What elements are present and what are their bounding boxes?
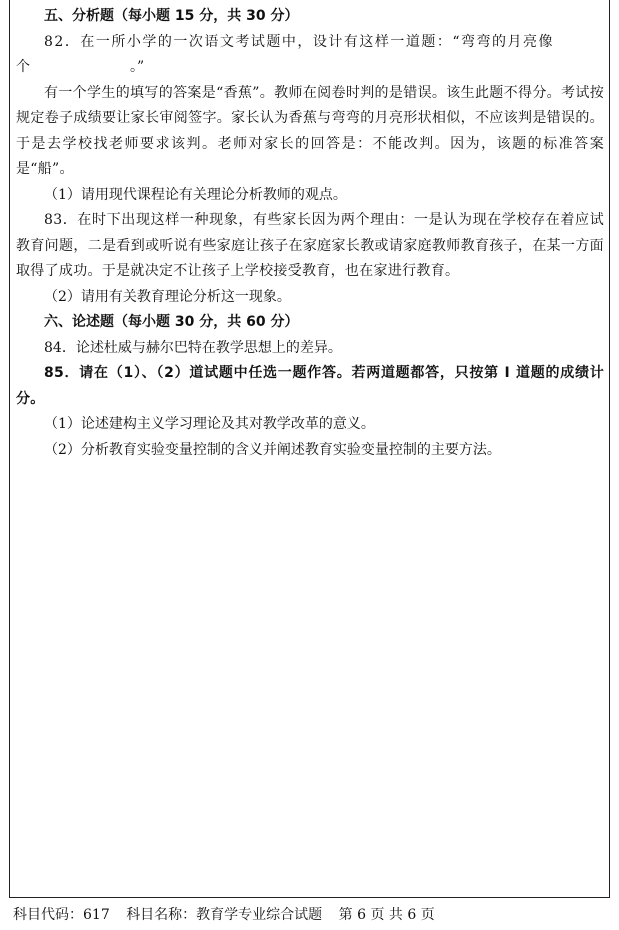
q85-option-1: （1）论述建构主义学习理论及其对教学改革的意义。 — [44, 416, 375, 432]
question-85 — [16, 361, 604, 463]
q85-option-2: （2）分析教育实验变量控制的含义并阐述教育实验变量控制的主要方法。 — [44, 441, 501, 458]
q82-line1: 82．在一所小学的一次语文考试题中，设计有这样一道题：“弯弯的月亮像 — [44, 33, 554, 50]
section-5-heading: 五、分析题（每小题 15 分，共 30 分） — [44, 8, 299, 24]
q82-paragraph: 有一个学生的填写的答案是“香蕉”。教师在阅卷时判的是错误。该生此题不得分。考试按规定卷子成绩要让家长审阅签字。家长认为香蕉与弯弯的月亮形状相似，不应该判是错误的。于是去学校找老师要求该判。老师对家长的回答是：不能改判。因为，该题的标准答案是“船”。 — [16, 84, 604, 177]
page-number: 第 6 页 共 6 页 — [338, 907, 435, 923]
page-footer — [13, 904, 447, 924]
q83-subquestion: （2）请用有关教育理论分析这一现象。 — [44, 288, 291, 305]
subject-name: 科目名称：教育学专业综合试题 — [126, 907, 323, 923]
question-84: 84．论述杜威与赫尔巴特在教学思想上的差异。 — [44, 339, 342, 356]
answer-blank — [30, 55, 130, 81]
q82-subquestion: （1）请用现代课程论有关理论分析教师的观点。 — [44, 186, 347, 203]
q82-line2-right: 。” — [130, 59, 145, 75]
question-82 — [16, 30, 604, 209]
q83-paragraph: 83．在时下出现这样一种现象，有些家长因为两个理由：一是认为现在学校存在着应试教育问题，二是看到或听说有些家庭让孩子在家庭家长教或请家庭教师教育孩子，在某一方面取得了成功。于是就决定不让孩子上学校接受教育，也在家进行教育。 — [16, 212, 604, 279]
exam-content — [16, 4, 604, 463]
subject-code: 科目代码：617 — [13, 907, 110, 923]
question-83 — [16, 208, 604, 310]
q85-instruction: 85．请在（1）、（2）道试题中任选一题作答。若两道题都答，只按第 Ⅰ 道题的成绩计分。 — [16, 365, 604, 407]
section-6-heading: 六、论述题（每小题 30 分，共 60 分） — [44, 314, 299, 330]
q82-line2-left: 个 — [16, 59, 30, 75]
q82-line2 — [16, 55, 604, 81]
